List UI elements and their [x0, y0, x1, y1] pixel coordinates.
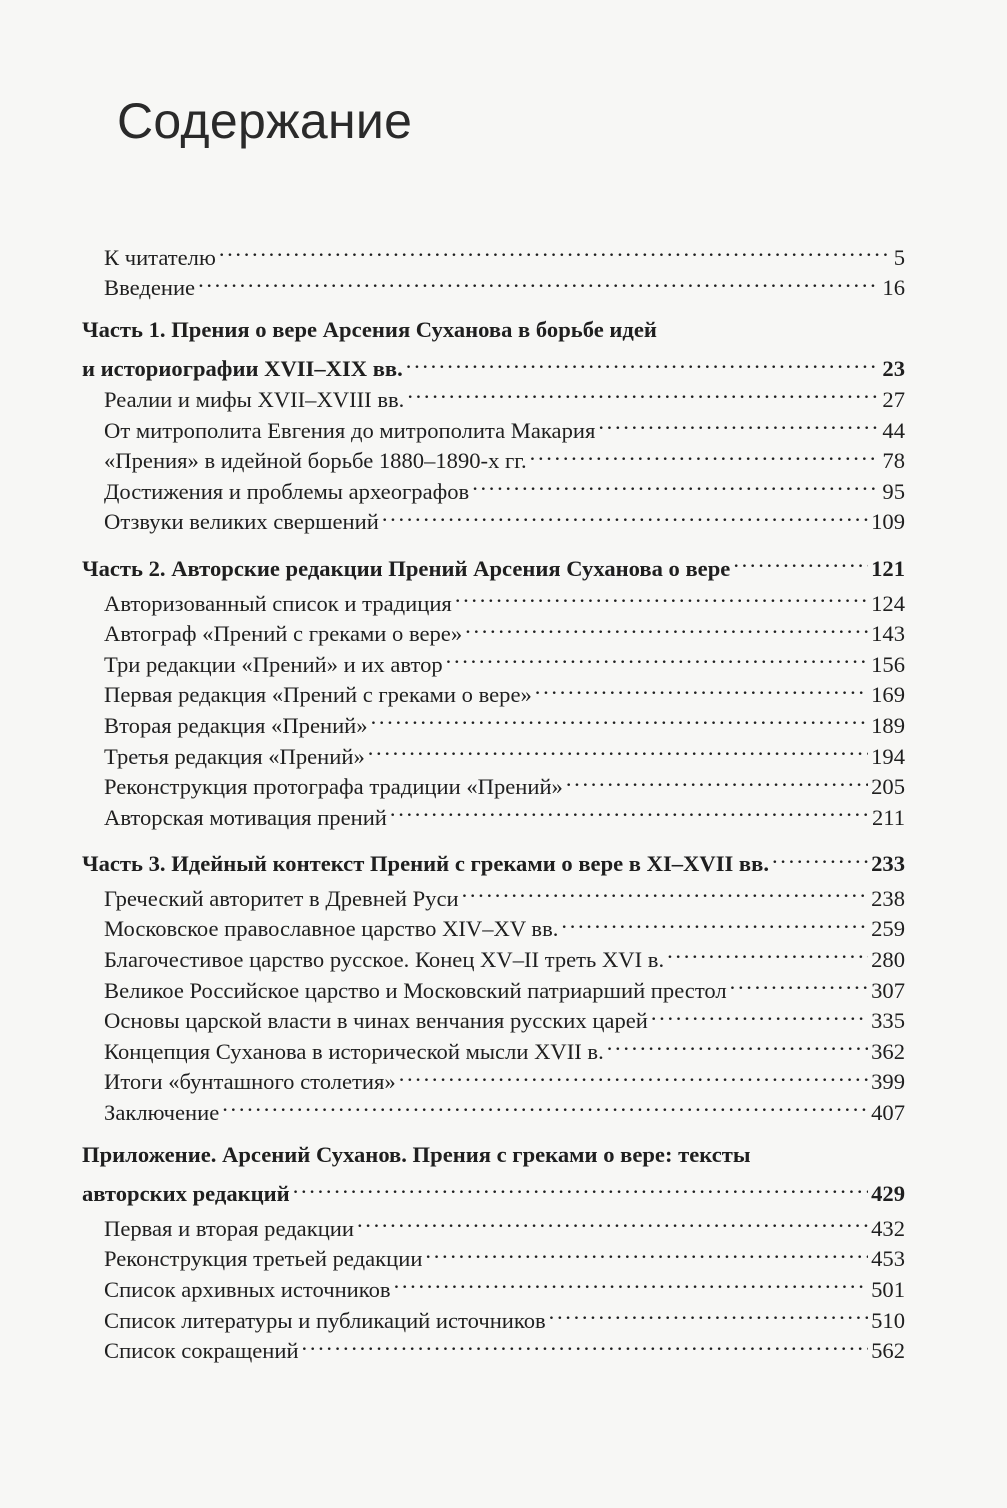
- dot-leader: [607, 1028, 868, 1059]
- appendix-title: авторских редакций: [82, 1181, 290, 1207]
- appendix-title: Приложение. Арсений Суханов. Прения с греками о вере: тексты: [82, 1142, 751, 1168]
- toc-entry-label: Заключение: [104, 1100, 220, 1126]
- toc-entry-label: Три редакции «Прений» и их автор: [104, 651, 443, 677]
- part-page: 23: [882, 356, 905, 382]
- appendix-heading: [82, 1140, 905, 1171]
- toc-entry-page: 78: [882, 448, 905, 474]
- part-title: Часть 2. Авторские редакции Прений Арсения Суханова о вере: [82, 555, 731, 581]
- dot-leader: [651, 998, 868, 1029]
- toc-entry-label: Реалии и мифы XVII–XVIII вв.: [104, 386, 405, 412]
- toc-entry-label: Достижения и проблемы археографов: [104, 478, 470, 504]
- toc-entry-label: Список сокращений: [104, 1338, 299, 1364]
- dot-leader: [446, 641, 868, 672]
- dot-leader: [462, 875, 869, 906]
- toc-entry: [82, 234, 905, 270]
- dot-leader: [465, 611, 868, 642]
- part-heading-continued: [82, 346, 905, 382]
- dot-leader: [399, 1059, 868, 1090]
- dot-leader: [219, 234, 891, 265]
- dot-leader: [357, 1205, 868, 1236]
- toc-entry-label: Великое Российское царство и Московский патриарший престол: [104, 977, 727, 1003]
- appendix-heading-continued: [82, 1171, 905, 1207]
- dot-leader: [549, 1297, 868, 1328]
- toc-entry-label: «Прения» в идейной борьбе 1880–1890-х гг.: [104, 448, 527, 474]
- toc-entry-label: От митрополита Евгения до митрополита Макария: [104, 417, 596, 443]
- dot-leader: [406, 346, 880, 377]
- toc-entry-label: Вторая редакция «Прений»: [104, 712, 368, 738]
- dot-leader: [368, 733, 868, 764]
- toc-entry-label: Автограф «Прений с греками о вере»: [104, 621, 463, 647]
- toc-entry: [82, 265, 905, 301]
- part-heading: [82, 315, 905, 346]
- toc-entry-page: 562: [871, 1338, 905, 1364]
- toc-entry-label: Благочестивое царство русское. Конец XV–II треть XVI в.: [104, 947, 665, 973]
- toc-entry-page: 238: [871, 885, 905, 911]
- dot-leader: [425, 1236, 868, 1267]
- toc-entry-page: 156: [871, 651, 905, 677]
- dot-leader: [293, 1171, 868, 1202]
- dot-leader: [198, 265, 879, 296]
- dot-leader: [394, 1266, 869, 1297]
- dot-leader: [733, 545, 868, 576]
- toc-entry-label: Первая и вторая редакции: [104, 1215, 354, 1241]
- toc-entry-page: 501: [871, 1277, 905, 1302]
- table-of-contents: [82, 234, 905, 1364]
- toc-entry-page: 124: [871, 590, 905, 616]
- dot-leader: [667, 936, 868, 967]
- toc-entry-page: 27: [882, 386, 905, 412]
- dot-leader: [390, 794, 869, 825]
- dot-leader: [530, 438, 880, 469]
- toc-entry-page: 44: [882, 417, 905, 443]
- toc-entry-page: 16: [882, 275, 905, 301]
- toc-entry-label: Отзвуки великих свершений: [104, 509, 379, 535]
- dot-leader: [407, 376, 879, 407]
- toc-entry-label: Список литературы и публикаций источников: [104, 1307, 546, 1333]
- toc-entry-label: Третья редакция «Прений»: [104, 743, 365, 769]
- toc-entry-page: 143: [871, 621, 905, 647]
- toc-entry-label: Греческий авторитет в Древней Руси: [104, 885, 459, 911]
- toc-entry-page: 205: [871, 774, 905, 800]
- toc-entry-page: 5: [893, 244, 905, 270]
- dot-leader: [772, 841, 868, 872]
- part-heading: [82, 545, 905, 581]
- dot-leader: [598, 407, 879, 438]
- toc-entry-label: Реконструкция протографа традиции «Прений»: [104, 774, 563, 800]
- dot-leader: [371, 702, 869, 733]
- toc-entry-page: 259: [871, 916, 905, 942]
- toc-entry-page: 362: [871, 1038, 905, 1064]
- toc-entry-page: 407: [871, 1100, 905, 1126]
- dot-leader: [302, 1328, 869, 1359]
- toc-entry-label: Введение: [104, 275, 196, 301]
- toc-entry-page: 399: [871, 1069, 905, 1095]
- toc-entry-label: Основы царской власти в чинах венчания русских царей: [104, 1008, 648, 1034]
- toc-entry-label: Итоги «бунташного столетия»: [104, 1069, 396, 1095]
- dot-leader: [535, 672, 868, 703]
- part-title: и историографии XVII–XIX вв.: [82, 356, 403, 382]
- toc-entry-label: Список архивных источников: [104, 1277, 391, 1302]
- toc-entry-page: 510: [871, 1307, 905, 1333]
- page-title: Содержание: [117, 93, 413, 149]
- part-heading: [82, 841, 905, 877]
- toc-entry-label: Авторизованный список и традиция: [104, 590, 452, 616]
- toc-entry-page: 169: [871, 682, 905, 708]
- toc-entry-page: 280: [871, 947, 905, 973]
- toc-entry-label: Авторская мотивация прений: [104, 804, 387, 830]
- dot-leader: [382, 499, 868, 530]
- part-title: Часть 1. Прения о вере Арсения Суханова в борьбе идей: [82, 317, 657, 343]
- toc-entry-page: 335: [871, 1008, 905, 1034]
- dot-leader: [561, 906, 868, 937]
- part-page: 121: [871, 555, 905, 581]
- toc-entry-label: Московское православное царство XIV–XV вв.: [104, 916, 559, 942]
- toc-entry-page: 109: [871, 509, 905, 535]
- toc-entry-label: Реконструкция третьей редакции: [104, 1246, 423, 1272]
- dot-leader: [472, 468, 879, 499]
- toc-entry-page: 211: [871, 804, 905, 830]
- toc-entry-label: Первая редакция «Прений с греками о вере»: [104, 682, 532, 708]
- toc-entry-page: 432: [871, 1215, 905, 1241]
- toc-entry-page: 453: [871, 1246, 905, 1272]
- dot-leader: [730, 967, 868, 998]
- appendix-page: 429: [871, 1181, 905, 1207]
- toc-entry-page: 95: [882, 478, 905, 504]
- toc-entry-page: 307: [871, 977, 905, 1003]
- part-title: Часть 3. Идейный контекст Прений с греками о вере в XI–XVII вв.: [82, 851, 769, 877]
- toc-entry-label: К читателю: [104, 244, 216, 270]
- dot-leader: [566, 764, 868, 795]
- part-page: 233: [871, 851, 905, 877]
- dot-leader: [222, 1089, 868, 1120]
- dot-leader: [455, 580, 868, 611]
- toc-entry-label: Концепция Суханова в исторической мысли XVII в.: [104, 1038, 604, 1064]
- toc-entry-page: 189: [871, 712, 905, 738]
- toc-entry-page: 194: [871, 743, 905, 769]
